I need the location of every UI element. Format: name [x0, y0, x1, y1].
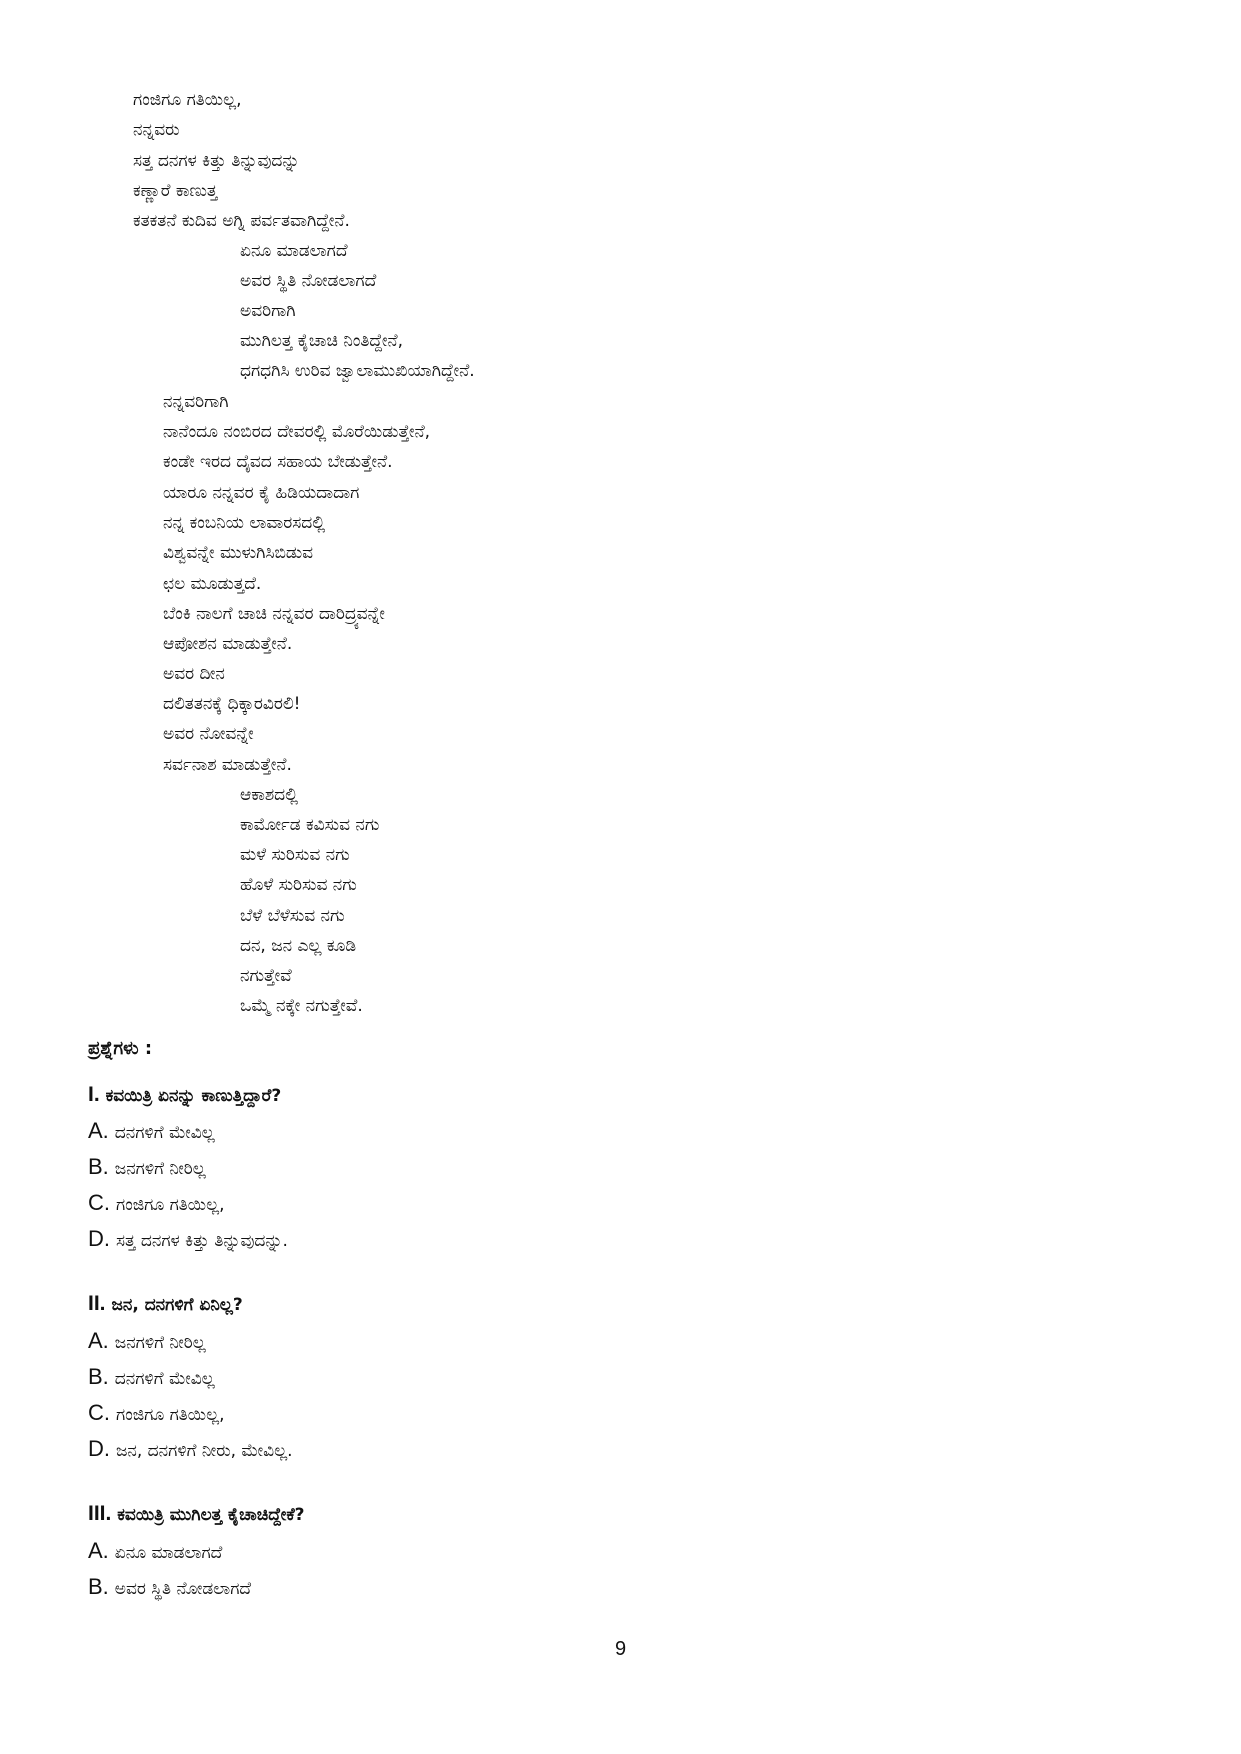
question-text: ಕವಯಿತ್ರಿ ಏನನ್ನು ಕಾಣುತ್ತಿದ್ದಾರೆ?: [105, 1086, 282, 1106]
poem-line: ಕಣ್ಣಾರೆ ಕಾಣುತ್ತ: [133, 181, 218, 201]
poem-line: ಯಾರೂ ನನ್ನವರ ಕೈ ಹಿಡಿಯದಾದಾಗ: [163, 483, 360, 503]
question-number: II.: [88, 1292, 106, 1315]
option-text: ಗಂಜಿಗೂ ಗತಿಯಿಲ್ಲ,: [116, 1405, 225, 1425]
poem-line: ಅವರ ನೋವನ್ನೇ: [163, 724, 254, 744]
poem-line: ನನ್ನ ಕಂಬನಿಯ ಲಾವಾರಸದಲ್ಲಿ: [163, 513, 326, 533]
poem-line: ಅವರಿಗಾಗಿ: [240, 301, 296, 321]
question-text: ಕವಯಿತ್ರಿ ಮುಗಿಲತ್ತ ಕೈಚಾಚಿದ್ದೇಕೆ?: [117, 1505, 305, 1525]
option-text: ದನಗಳಿಗೆ ಮೇವಿಲ್ಲ: [114, 1123, 215, 1143]
option-item: [88, 1436, 293, 1462]
poem-line: ಧಗಧಗಿಸಿ ಉರಿವ ಜ್ವಾಲಾಮುಖಿಯಾಗಿದ್ದೇನೆ.: [240, 361, 475, 381]
poem-line: ಛಲ ಮೂಡುತ್ತದೆ.: [163, 574, 262, 594]
poem-line: ಗಂಜಿಗೂ ಗತಿಯಿಲ್ಲ,: [133, 90, 242, 110]
question-text: ಜನ, ದನಗಳಿಗೆ ಏನಿಲ್ಲ?: [111, 1295, 243, 1315]
option-text: ದನಗಳಿಗೆ ಮೇವಿಲ್ಲ: [114, 1369, 215, 1389]
poem-line: ಬೆಳೆ ಬೆಳೆಸುವ ನಗು: [240, 906, 345, 926]
option-text: ಅವರ ಸ್ಥಿತಿ ನೋಡಲಾಗದೆ: [114, 1579, 252, 1599]
poem-line: ಮುಗಿಲತ್ತ ಕೈಚಾಚಿ ನಿಂತಿದ್ದೇನೆ,: [240, 331, 404, 351]
question-title: [88, 1502, 305, 1526]
option-item: [88, 1328, 206, 1354]
option-item: [88, 1364, 215, 1390]
poem-line: ಹೊಳೆ ಸುರಿಸುವ ನಗು: [240, 875, 357, 895]
poem-line: ಸರ್ವನಾಶ ಮಾಡುತ್ತೇನೆ.: [163, 755, 292, 775]
option-letter: D.: [88, 1436, 110, 1461]
option-item: [88, 1538, 222, 1564]
poem-line: ಬೆಂಕಿ ನಾಲಗೆ ಚಾಚಿ ನನ್ನವರ ದಾರಿದ್ರ್ಯವನ್ನೇ: [163, 604, 385, 624]
option-text: ಜನಗಳಿಗೆ ನೀರಿಲ್ಲ: [114, 1333, 206, 1353]
option-letter: A.: [88, 1118, 109, 1143]
poem-line: ವಿಶ್ವವನ್ನೇ ಮುಳುಗಿಸಿಬಿಡುವ: [163, 543, 314, 563]
option-text: ಏನೂ ಮಾಡಲಾಗದೆ: [114, 1543, 223, 1563]
option-letter: B.: [88, 1154, 109, 1179]
poem-line: ದಲಿತತನಕ್ಕೆ ಧಿಕ್ಕಾರವಿರಲಿ!: [163, 694, 301, 714]
option-item: [88, 1190, 225, 1216]
questions-heading: ಪ್ರಶ್ನೆಗಳು :: [88, 1038, 153, 1059]
option-letter: B.: [88, 1574, 109, 1599]
poem-line: ಆಕಾಶದಲ್ಲಿ: [240, 785, 299, 805]
option-text: ಜನಗಳಿಗೆ ನೀರಿಲ್ಲ: [114, 1159, 206, 1179]
option-item: [88, 1226, 288, 1252]
option-item: [88, 1574, 251, 1600]
option-text: ಗಂಜಿಗೂ ಗತಿಯಿಲ್ಲ,: [116, 1195, 225, 1215]
option-letter: B.: [88, 1364, 109, 1389]
poem-line: ನಾನೆಂದೂ ನಂಬಿರದ ದೇವರಲ್ಲಿ ಮೊರೆಯಿಡುತ್ತೇನೆ,: [163, 422, 431, 442]
poem-line: ಕಂಡೇ ಇರದ ದೈವದ ಸಹಾಯ ಬೇಡುತ್ತೇನೆ.: [163, 452, 393, 472]
poem-line: ನನ್ನವರಿಗಾಗಿ: [163, 392, 229, 412]
option-letter: A.: [88, 1538, 109, 1563]
option-item: [88, 1154, 206, 1180]
poem-line: ನನ್ನವರು: [133, 120, 180, 140]
option-letter: D.: [88, 1226, 110, 1251]
question-title: [88, 1292, 243, 1316]
poem-line: ಮಳೆ ಸುರಿಸುವ ನಗು: [240, 845, 350, 865]
option-item: [88, 1118, 215, 1144]
option-text: ಸತ್ತ ದನಗಳ ಕಿತ್ತು ತಿನ್ನುವುದನ್ನು.: [116, 1231, 288, 1251]
poem-line: ಆಪೋಶನ ಮಾಡುತ್ತೇನೆ.: [163, 634, 293, 654]
poem-line: ಕತಕತನೆ ಕುದಿವ ಅಗ್ನಿ ಪರ್ವತವಾಗಿದ್ದೇನೆ.: [133, 211, 350, 231]
poem-line: ಸತ್ತ ದನಗಳ ಕಿತ್ತು ತಿನ್ನುವುದನ್ನು: [133, 151, 300, 171]
option-text: ಜನ, ದನಗಳಿಗೆ ನೀರು, ಮೇವಿಲ್ಲ.: [116, 1441, 293, 1461]
option-letter: A.: [88, 1328, 109, 1353]
option-letter: C.: [88, 1400, 110, 1425]
question-number: I.: [88, 1083, 100, 1106]
poem-line: ಏನೂ ಮಾಡಲಾಗದೆ: [240, 241, 348, 261]
poem-line: ಒಮ್ಮೆ ನಕ್ಕೇ ನಗುತ್ತೇವೆ.: [240, 996, 363, 1016]
poem-line: ನಗುತ್ತೇವೆ: [240, 966, 292, 986]
poem-line: ಅವರ ಸ್ಥಿತಿ ನೋಡಲಾಗದೆ: [240, 271, 377, 291]
question-number: III.: [88, 1502, 112, 1525]
option-item: [88, 1400, 225, 1426]
option-letter: C.: [88, 1190, 110, 1215]
poem-line: ಅವರ ದೀನ: [163, 664, 225, 684]
question-title: [88, 1083, 281, 1107]
poem-line: ದನ, ಜನ ಎಲ್ಲ ಕೂಡಿ: [240, 936, 357, 956]
poem-line: ಕಾರ್ಮೋಡ ಕವಿಸುವ ನಗು: [240, 815, 380, 835]
page-number: 9: [614, 1638, 627, 1660]
